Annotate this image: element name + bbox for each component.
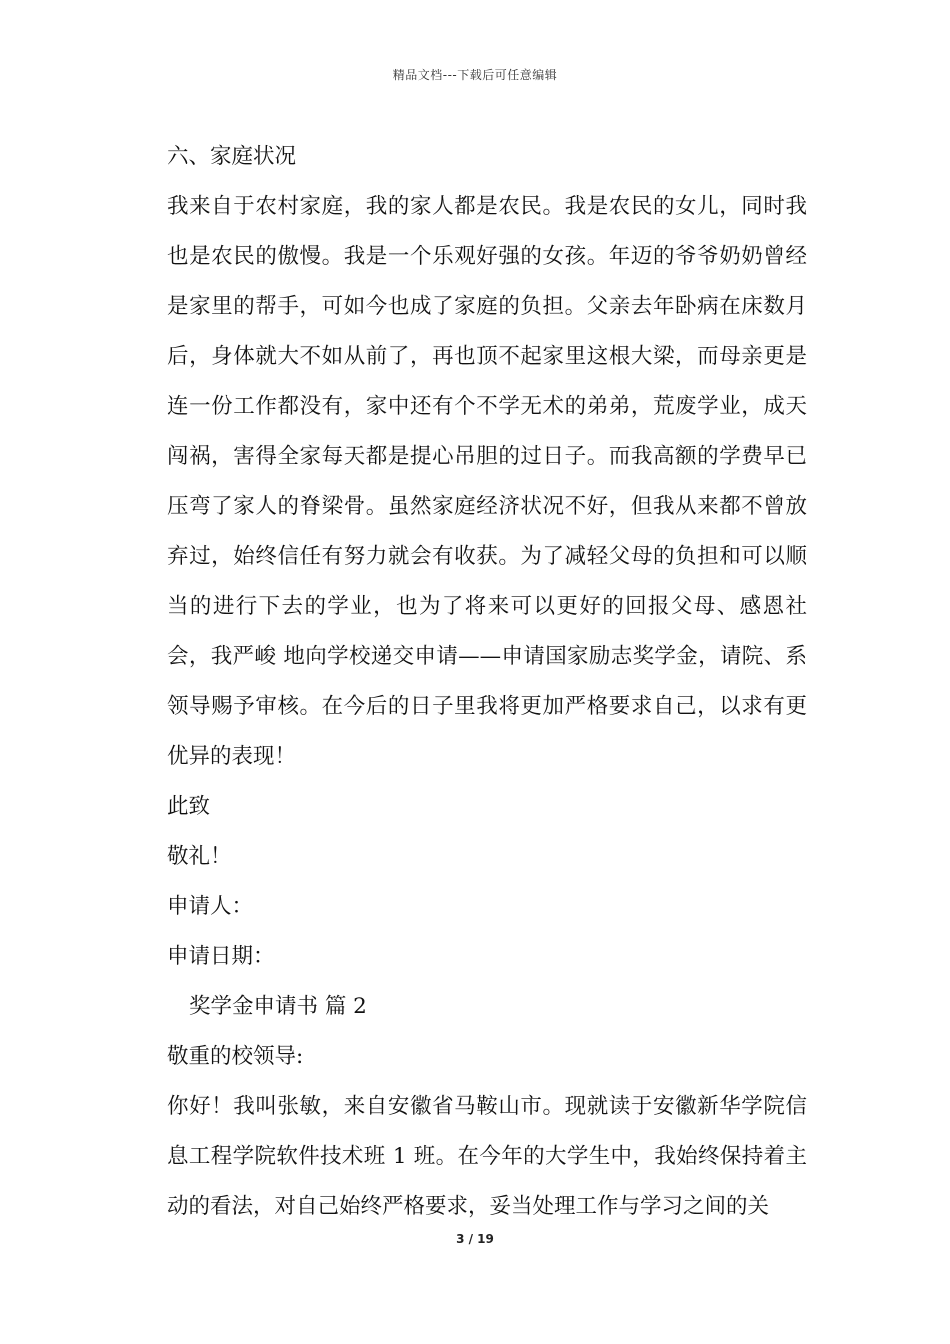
section-heading: 六、家庭状况 — [167, 144, 297, 169]
salutation: 敬重的校领导: — [167, 1044, 304, 1069]
paragraph-intro: 你好！我叫张敏，来自安徽省马鞍山市。现就读于安徽新华学院信息工程学院软件技术班 1 班。在今年的大学生中，我始终保持着主动的看法，对自己始终严格要求，妥当处理工作与学习之间的关 — [167, 1094, 807, 1219]
page-number: 3 / 19 — [456, 1232, 494, 1246]
paragraph-family-status: 我来自于农村家庭，我的家人都是农民。我是农民的女儿，同时我也是农民的傲慢。我是一个乐观好强的女孩。年迈的爷爷奶奶曾经是家里的帮手，可如今也成了家庭的负担。父亲去年卧病在床数月后，身体就大不如从前了，再也顶不起家里这根大梁，而母亲更是连一份工作都没有，家中还有个不学无术的弟弟，荒废学业，成天闯祸，害得全家每天都是提心吊胆的过日子。而我高额的学费早已压弯了家人的脊梁骨。虽然家庭经济状况不好，但我从来都不曾放弃过，始终信任有努力就会有收获。为了减轻父母的负担和可以顺当的进行下去的学业，也为了将来可以更好的回报父母、感恩社会，我严峻 地向学校递交申请——申请国家励志奖学金，请院、系领导赐予审核。在今后的日子里我将更加严格要求自己，以求有更优异的表现！ — [167, 194, 807, 769]
closing-line-2: 敬礼！ — [167, 844, 232, 869]
part2-title: 奖学金申请书 篇 2 — [189, 994, 367, 1019]
document-body — [145, 132, 807, 1232]
applicant-label: 申请人： — [167, 894, 254, 919]
page-header: 精品文档---下载后可任意编辑 — [392, 68, 558, 82]
closing-line-1: 此致 — [167, 794, 211, 819]
date-label: 申请日期： — [167, 944, 275, 969]
